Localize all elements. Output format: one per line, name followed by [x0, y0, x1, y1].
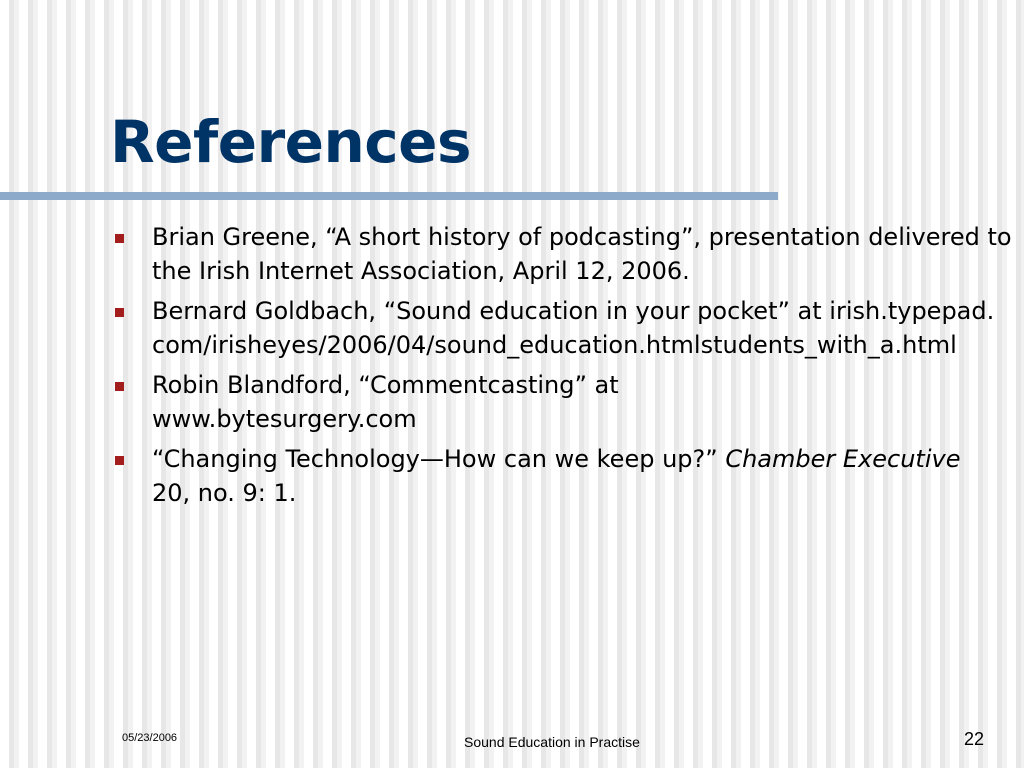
reference-text — [152, 442, 972, 510]
reference-text: Bernard Goldbach, “Sound education in your pocket” at irish.typepad.com/irisheyes/2006/04/sound_education.htmlstudents_with_a.html — [152, 297, 995, 359]
reference-text: Brian Greene, “A short history of podcasting”, presentation delivered to the Irish Internet Association, April 12, 2006. — [152, 223, 1012, 285]
reference-text-part: “Changing Technology—How can we keep up?” — [152, 445, 726, 473]
reference-item — [112, 368, 1012, 436]
slide-title: References — [110, 108, 472, 176]
reference-text: Robin Blandford, “Commentcasting” at www.bytesurgery.com — [152, 371, 619, 433]
square-bullet-icon — [115, 234, 124, 243]
journal-title: Chamber Executive — [725, 445, 961, 473]
title-underline — [0, 192, 778, 200]
reference-item — [112, 220, 1012, 288]
references-list — [112, 220, 1012, 516]
square-bullet-icon — [115, 382, 124, 391]
square-bullet-icon — [115, 456, 124, 465]
reference-item — [112, 294, 1012, 362]
reference-text-part: 20, no. 9: 1. — [152, 479, 297, 507]
footer-date: 05/23/2006 — [122, 732, 178, 744]
square-bullet-icon — [115, 308, 124, 317]
reference-item — [112, 442, 1012, 510]
slide-number: 22 — [964, 729, 985, 749]
footer-title: Sound Education in Practise — [464, 734, 640, 750]
